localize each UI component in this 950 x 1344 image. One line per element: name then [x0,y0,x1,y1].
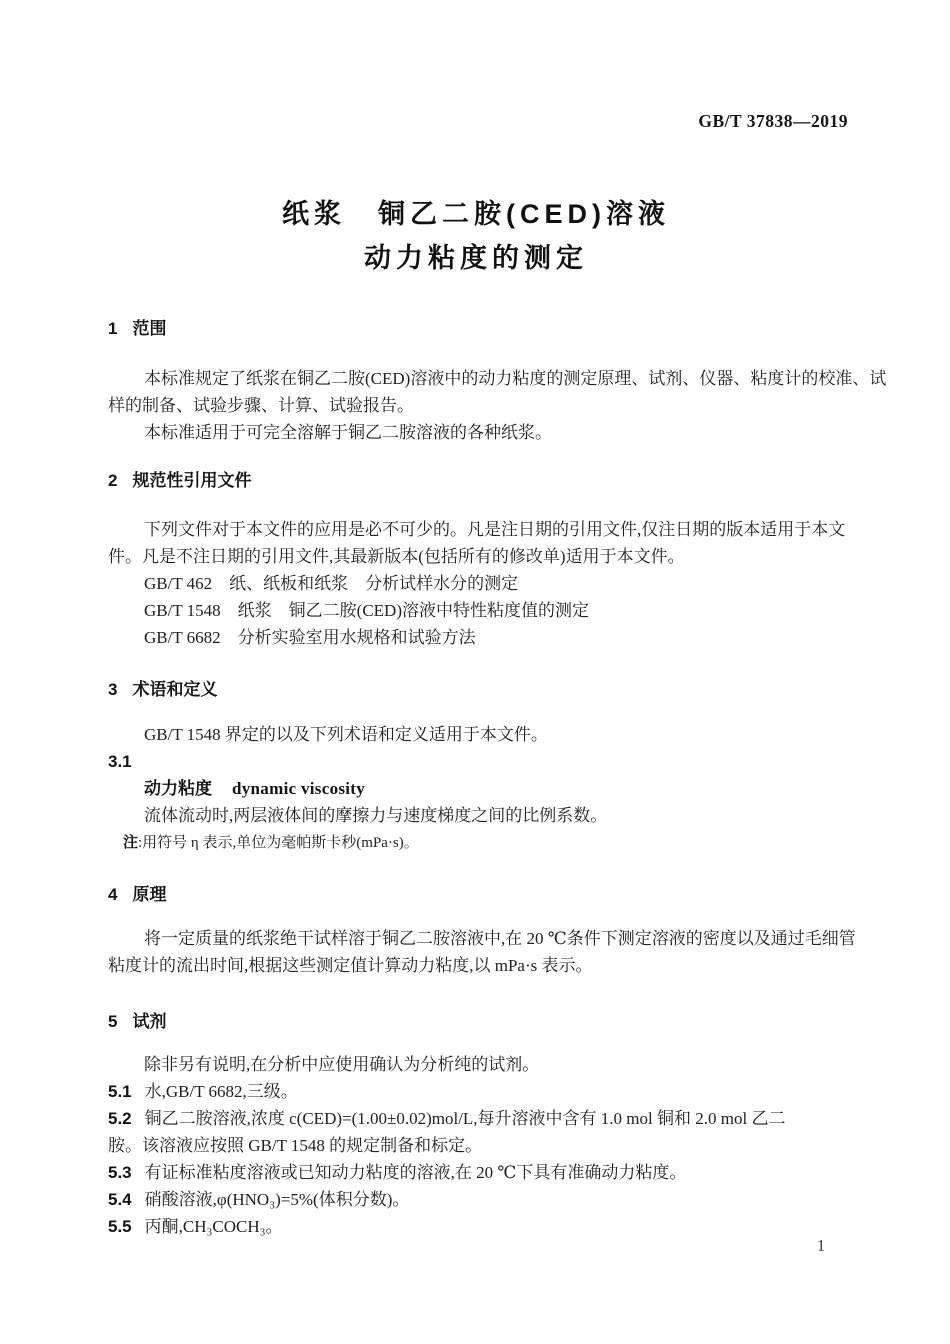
paragraph-line: 本标准规定了纸浆在铜乙二胺(CED)溶液中的动力粘度的测定原理、试剂、仪器、粘度计的校准、试 [144,369,887,388]
clause-number: 5.5 [108,1217,132,1236]
paragraph-line: 下列文件对于本文件的应用是必不可少的。凡是注日期的引用文件,仅注日期的版本适用于本文 [144,520,846,539]
paragraph-line: 将一定质量的纸浆绝干试样溶于铜乙二胺溶液中,在 20 ℃条件下测定溶液的密度以及通过毛细管 [144,929,856,948]
reference-line: GB/T 1548 纸浆 铜乙二胺(CED)溶液中特性粘度值的测定 [144,601,589,620]
doc-number: GB/T 37838—2019 [698,111,848,131]
clause-line [108,1078,898,1105]
clause-line [108,1159,898,1186]
paragraph-line: 粘度计的流出时间,根据这些测定值计算动力粘度,以 mPa·s 表示。 [108,956,593,975]
section-1-title: 范围 [132,319,167,338]
section-1-heading [108,314,888,339]
section-3-title: 术语和定义 [132,680,218,699]
paragraph-line: GB/T 1548 界定的以及下列术语和定义适用于本文件。 [144,725,548,744]
reference-line: GB/T 6682 分析实验室用水规格和试验方法 [144,628,476,647]
clause-text: 铜乙二胺溶液,浓度 c(CED)=(1.00±0.02)mol/L,每升溶液中含有 1.0 mol 铜和 2.0 mol 乙二 [144,1109,786,1128]
section-4-body [108,925,898,979]
doc-title-line2: 动力粘度的测定 [364,243,588,273]
clause-text: 硝酸溶液,φ(HNO₃)=5%(体积分数)。 [144,1190,410,1209]
term-zh: 动力粘度 [144,779,212,798]
term-definition: 流体流动时,两层液体间的摩擦力与速度梯度之间的比例系数。 [144,806,608,825]
clause-number: 5.3 [108,1163,132,1182]
clause-line [108,1186,898,1213]
paragraph-line: 样的制备、试验步骤、计算、试验报告。 [108,396,414,415]
term-line [108,775,898,802]
clause-continuation-line: 胺。该溶液应按照 GB/T 1548 的规定制备和标定。 [108,1136,483,1155]
note-text: :用符号 η 表示,单位为毫帕斯卡秒(mPa·s)。 [138,835,419,851]
section-1-body [108,365,898,446]
section-4-heading [108,880,888,905]
section-5-heading [108,1007,888,1032]
section-3-heading [108,675,888,700]
section-4-title: 原理 [132,885,167,904]
clause-number: 5.4 [108,1190,132,1209]
section-5-title: 试剂 [132,1012,167,1031]
paragraph-line: 件。凡是不注日期的引用文件,其最新版本(包括所有的修改单)适用于本文件。 [108,547,685,566]
section-2-number: 2 [108,471,118,490]
section-4-number: 4 [108,885,118,904]
note-line [108,829,898,856]
clause-text: 水,GB/T 6682,三级。 [144,1082,298,1101]
section-1-number: 1 [108,319,118,338]
clause-text: 有证标准粘度溶液或已知动力粘度的溶液,在 20 ℃下具有准确动力粘度。 [144,1163,687,1182]
page-number: 1 [816,1236,826,1255]
section-5-number: 5 [108,1012,118,1031]
section-5-body [108,1051,898,1240]
clause-number: 5.1 [108,1082,132,1101]
paragraph-line: 除非另有说明,在分析中应使用确认为分析纯的试剂。 [144,1055,540,1074]
doc-title-line1: 纸浆 铜乙二胺(CED)溶液 [282,199,670,229]
section-2-heading [108,466,888,491]
clause-line [108,1105,898,1132]
term-en: dynamic viscosity [232,779,366,798]
term-number: 3.1 [108,752,132,771]
section-2-body [108,516,898,651]
clause-line [108,1213,898,1240]
clause-number: 5.2 [108,1109,132,1128]
paragraph-line: 本标准适用于可完全溶解于铜乙二胺溶液的各种纸浆。 [144,423,552,442]
section-2-title: 规范性引用文件 [132,471,252,490]
note-label: 注 [123,834,139,851]
clause-text: 丙酮,CH₃COCH₃。 [144,1217,283,1236]
reference-line: GB/T 462 纸、纸板和纸浆 分析试样水分的测定 [144,574,519,593]
section-3-number: 3 [108,680,118,699]
section-3-body [108,721,898,856]
